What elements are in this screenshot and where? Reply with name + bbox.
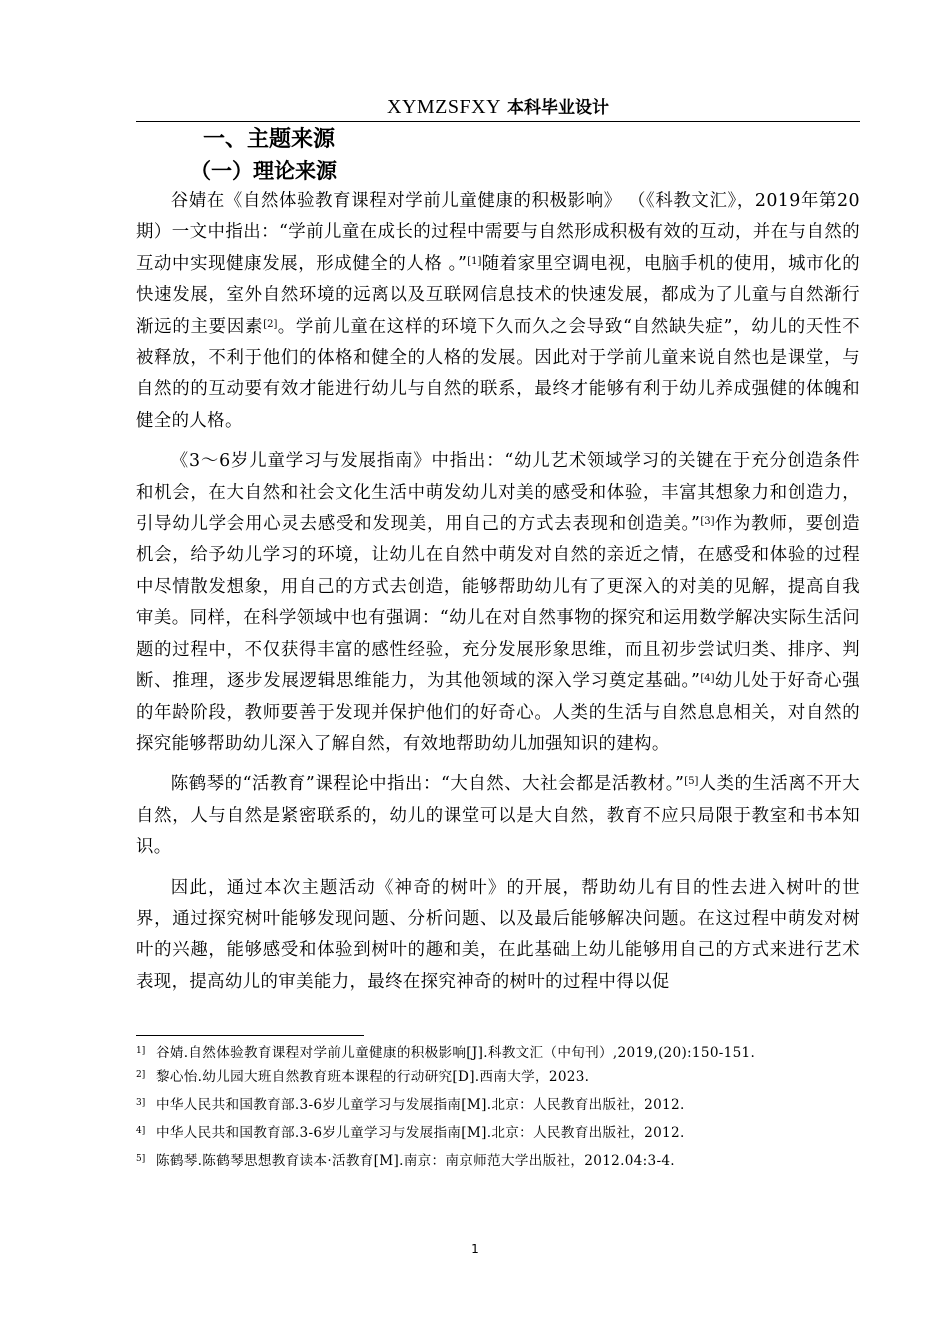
footnote-number: 5] (136, 1154, 146, 1164)
paragraph-3: 陈鹤琴的“活教育”课程论中指出：“大自然、大社会都是活教材。”[5]人类的生活离不开大自然，人与自然是紧密联系的，幼儿的课堂可以是大自然，教育不应只局限于教室和书本知识。 (136, 774, 860, 858)
footnote-text: 中华人民共和国教育部.3-6岁儿童学习与发展指南[M].北京：人民教育出版社，2012. (156, 1097, 685, 1113)
footnote-3 (136, 1096, 860, 1115)
page-number: 1 (471, 1242, 479, 1256)
body-text (136, 186, 860, 1007)
footnote-5 (136, 1152, 860, 1171)
paragraph-2: 《3～6岁儿童学习与发展指南》中指出：“幼儿艺术领域学习的关键在于充分创造条件和机会，在大自然和社会文化生活中萌发幼儿对美的感受和体验，丰富其想象力和创造力，引导幼儿学会用心灵去感受和发现美，用自己的方式去表现和创造美。”[3]作为教师，要创造机会，给予幼儿学习的环境，让幼儿在自然中萌发对自然的亲近之情，在感受和体验的过程中尽情散发想象，用自己的方式去创造，能够帮助幼儿有了更深入的对美的见解，提高自我审美。同样，在科学领域中也有强调：“幼儿在对自然事物的探究和运用数学解决实际生活问题的过程中，不仅获得丰富的感性经验，充分发展形象思维，而且初步尝试归类、排序、判断、推理，逐步发展逻辑思维能力，为其他领域的深入学习奠定基础。”[4]幼儿处于好奇心强的年龄阶段，教师要善于发现并保护他们的好奇心。人类的生活与自然息息相关，对自然的探究能够帮助幼儿深入了解自然，有效地帮助幼儿加强知识的建构。 (136, 451, 860, 754)
footnote-number: 3] (136, 1098, 146, 1108)
header-rule (136, 121, 860, 122)
citation-4: [4] (700, 673, 715, 685)
footnote-rule (136, 1035, 364, 1036)
footnote-number: 4] (136, 1126, 146, 1136)
paragraph-1: 谷婧在《自然体验教育课程对学前儿童健康的积极影响》 （《科教文汇》，2019年第20期）一文中指出：“学前儿童在成长的过程中需要与自然形成积极有效的互动，并在与自然的互动中实现健康发展，形成健全的人格 。”[1]随着家里空调电视，电脑手机的使用，城市化的快速发展，室外自然环境的远离以及互联网信息技术的快速发展，都成为了儿童与自然渐行渐远的主要因素[2]。学前儿童在这样的环境下久而久之会导致“自然缺失症”，幼儿的天性不被释放，不利于他们的体格和健全的人格的发展。因此对于学前儿童来说自然也是课堂，与自然的的互动要有效才能进行幼儿与自然的联系，最终才能够有利于幼儿养成强健的体魄和健全的人格。 (136, 191, 860, 431)
footnote-4 (136, 1124, 860, 1143)
citation-5: [5] (684, 776, 699, 788)
section-heading: 一、主题来源 (203, 127, 336, 152)
footnote-number: 2] (136, 1070, 146, 1080)
footnote-text: 黎心怡.幼儿园大班自然教育班本课程的行动研究[D].西南大学，2023. (156, 1069, 590, 1085)
footnote-1 (136, 1044, 860, 1063)
footnote-number: 1] (136, 1046, 146, 1056)
footnote-text: 谷婧.自然体验教育课程对学前儿童健康的积极影响[J].科教文汇（中旬刊）,2019,(20):150-151. (156, 1045, 756, 1061)
footnotes (136, 1044, 860, 1180)
paragraph-4: 因此，通过本次主题活动《神奇的树叶》的开展，帮助幼儿有目的性去进入树叶的世界，通过探究树叶能够发现问题、分析问题、以及最后能够解决问题。在这过程中萌发对树叶的兴趣，能够感受和体验到树叶的趣和美，在此基础上幼儿能够用自己的方式来进行艺术表现，提高幼儿的审美能力，最终在探究神奇的树叶的过程中得以促 (136, 877, 860, 992)
footnote-text: 中华人民共和国教育部.3-6岁儿童学习与发展指南[M].北京：人民教育出版社，2012. (156, 1125, 685, 1141)
header-title: 本科毕业设计 (501, 98, 609, 118)
header-school-code: XYMZSFXY (387, 96, 502, 118)
subsection-heading: （一）理论来源 (190, 159, 337, 183)
citation-3: [3] (700, 516, 715, 528)
page-header (136, 92, 860, 122)
footnote-text: 陈鹤琴.陈鹤琴思想教育读本·活教育[M].南京：南京师范大学出版社，2012.04:3-4. (156, 1153, 675, 1169)
footnote-2 (136, 1068, 860, 1087)
citation-1: [1] (467, 255, 482, 267)
citation-2: [2] (263, 318, 278, 330)
